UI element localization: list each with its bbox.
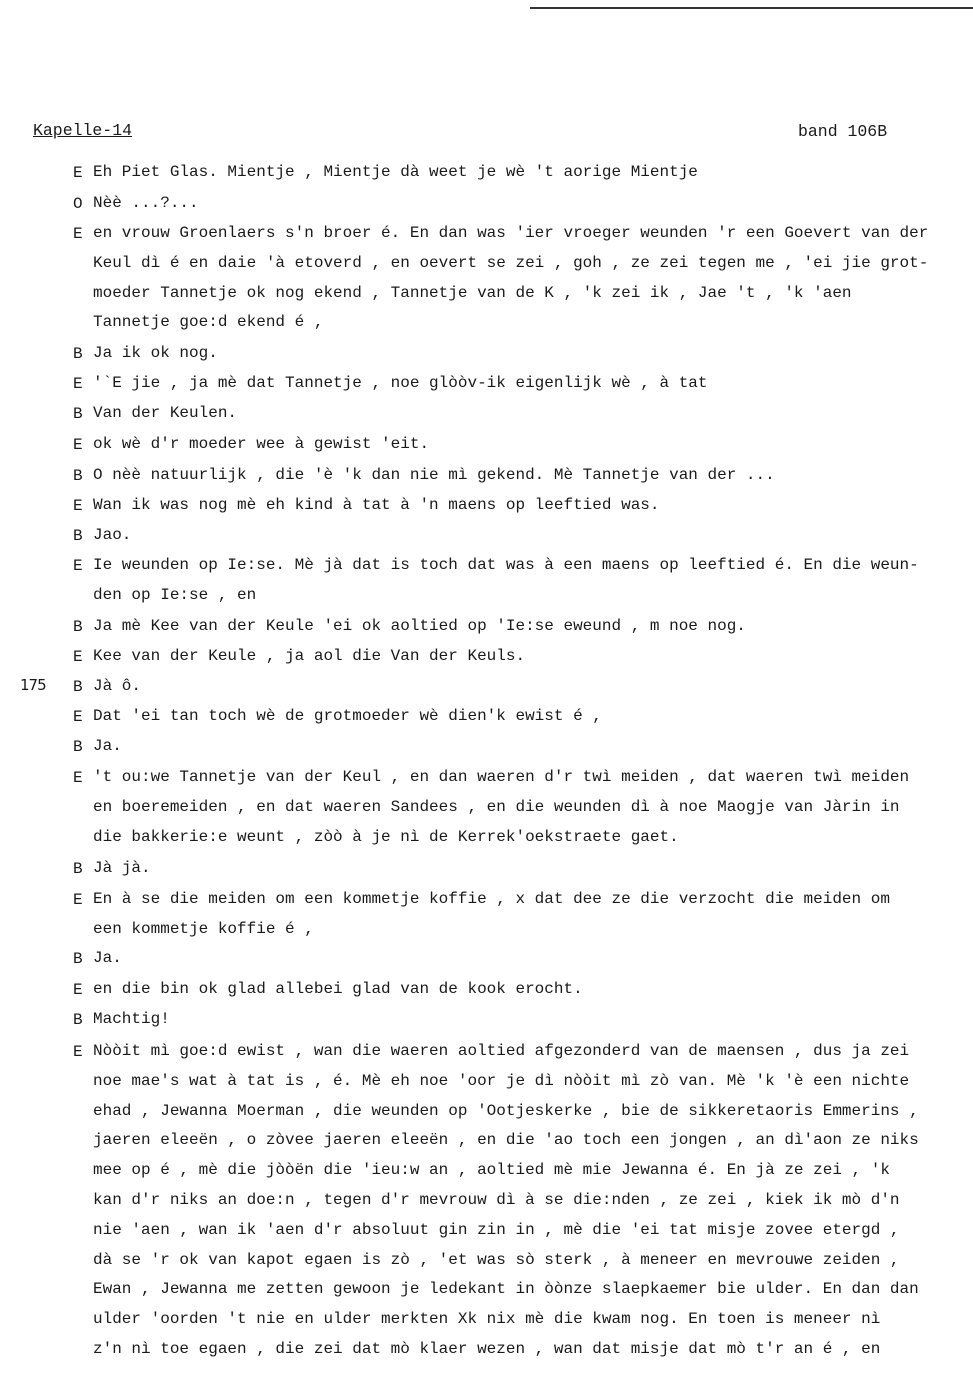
margin-note: 175 — [20, 676, 46, 694]
speaker-label: E — [73, 891, 83, 909]
speaker-label: O — [73, 195, 83, 213]
speaker-label: E — [73, 648, 83, 666]
speaker-label: B — [73, 405, 83, 423]
utterance-line: Machtig! — [93, 1010, 170, 1028]
utterance-line: Eh Piet Glas. Mientje , Mientje dà weet je wè 't aorige Mientje — [93, 163, 698, 181]
speaker-label: E — [73, 164, 83, 182]
utterance-line: moeder Tannetje ok nog ekend , Tannetje van de K , 'k zei ik , Jae 't , 'k 'aen — [93, 283, 852, 302]
utterance-line: Nèè ...?... — [93, 194, 199, 212]
utterance-line: Ja mè Kee van der Keule 'ei ok aoltied op 'Ie:se eweund , m noe nog. — [93, 617, 746, 635]
utterance-line: Ja. — [93, 949, 122, 967]
utterance-line: Ewan , Jewanna me zetten gewoon je ledekant in òònze slaepkaemer bie ulder. En dan dan — [93, 1280, 919, 1299]
top-rule — [530, 7, 973, 9]
speaker-label: E — [73, 981, 83, 999]
speaker-label: B — [73, 950, 83, 968]
speaker-label: B — [73, 527, 83, 545]
speaker-label: B — [73, 467, 83, 485]
speaker-label: E — [73, 375, 83, 393]
speaker-label: B — [73, 738, 83, 756]
utterance-line: Jà jà. — [93, 859, 151, 877]
speaker-label: E — [73, 436, 83, 454]
utterance-line: die bakkerie:e weunt , zòò à je nì de Kerrek'oekstraete gaet. — [93, 827, 679, 846]
speaker-label: B — [73, 678, 83, 696]
utterance-line: Ie weunden op Ie:se. Mè jà dat is toch dat was à een maens op leeftied é. En die weun- — [93, 556, 919, 574]
utterance-line: en boeremeiden , en dat waeren Sandees , en die weunden dì à noe Maogje van Jàrin in — [93, 797, 900, 816]
utterance-line: O nèè natuurlijk , die 'è 'k dan nie mì gekend. Mè Tannetje van der ... — [93, 466, 775, 484]
utterance-line: en vrouw Groenlaers s'n broer é. En dan was 'ier vroeger weunden 'r een Goevert van der — [93, 224, 929, 242]
speaker-label: E — [73, 497, 83, 515]
utterance-line: Dat 'ei tan toch wè de grotmoeder wè dien'k ewist é , — [93, 707, 602, 725]
utterance-line: Ja ik ok nog. — [93, 344, 218, 362]
utterance-line: Wan ik was nog mè eh kind à tat à 'n maens op leeftied was. — [93, 496, 660, 514]
speaker-label: E — [73, 1043, 83, 1061]
utterance-line: noe mae's wat à tat is , é. Mè eh noe 'oor je dì nòòit mì zò van. Mè 'k 'è een nichte — [93, 1071, 910, 1090]
speaker-label: E — [73, 225, 83, 243]
utterance-line: ulder 'oorden 't nie en ulder merkten Xk nix mè die kwam nog. En toen is meneer nì — [93, 1310, 881, 1329]
utterance-line: z'n nì toe egaen , die zei dat mò klaer wezen , wan dat misje dat mò t'r an é , en — [93, 1340, 881, 1358]
utterance-line: dà se 'r ok van kapot egaen is zò , 'et was sò sterk , à meneer en mevrouwe zeiden , — [93, 1250, 900, 1269]
utterance-line: mee op é , mè die jòòën die 'ieu:w an , aoltied mè mie Jewanna é. En jà ze zei , 'k — [93, 1161, 890, 1180]
utterance-line: den op Ie:se , en — [93, 585, 257, 604]
page-title: Kapelle-14 — [33, 121, 133, 140]
speaker-label: B — [73, 618, 83, 636]
utterance-line: een kommetje koffie é , — [93, 919, 314, 938]
utterance-line: En à se die meiden om een kommetje koffie , x dat dee ze die verzocht die meiden om — [93, 890, 890, 908]
utterance-line: Jà ô. — [93, 677, 142, 695]
speaker-label: E — [73, 769, 83, 787]
speaker-label: E — [73, 708, 83, 726]
utterance-line: Kee van der Keule , ja aol die Van der Keuls. — [93, 647, 526, 665]
speaker-label: B — [73, 1011, 83, 1029]
utterance-line: Keul dì é en daie 'à etoverd , en oevert se zei , goh , ze zei tegen me , 'ei jie grot- — [93, 253, 929, 272]
utterance-line: kan d'r niks an doe:n , tegen d'r mevrouw dì à se die:nden , ze zei , kiek ik mò d'n — [93, 1191, 900, 1209]
speaker-label: E — [73, 557, 83, 575]
utterance-line: '`E jie , ja mè dat Tannetje , noe glòòv-ik eigenlijk wè , à tat — [93, 374, 708, 392]
utterance-line: ok wè d'r moeder wee à gewist 'eit. — [93, 435, 430, 453]
utterance-line: Tannetje goe:d ekend é , — [93, 313, 324, 332]
utterance-line: jaeren eleeën , o zòvee jaeren eleeën , en die 'ao toch een jongen , an dì'aon ze niks — [93, 1131, 919, 1150]
utterance-line: ehad , Jewanna Moerman , die weunden op 'Ootjeskerke , bie de sikkeretaoris Emmerins , — [93, 1101, 919, 1120]
utterance-line: 't ou:we Tannetje van der Keul , en dan waeren d'r twì meiden , dat waeren twì meiden — [93, 768, 910, 786]
utterance-line: Nòòit mì goe:d ewist , wan die waeren aoltied afgezonderd van de maensen , dus ja zei — [93, 1042, 910, 1060]
utterance-line: en die bin ok glad allebei glad van de kook erocht. — [93, 980, 583, 998]
band-label: band 106B — [798, 122, 888, 141]
utterance-line: nie 'aen , wan ik 'aen d'r absoluut gin zin in , mè die 'ei tat misje zovee etergd , — [93, 1220, 900, 1239]
utterance-line: Jao. — [93, 526, 132, 544]
speaker-label: B — [73, 345, 83, 363]
utterance-line: Ja. — [93, 737, 122, 755]
speaker-label: B — [73, 860, 83, 878]
utterance-line: Van der Keulen. — [93, 404, 238, 422]
